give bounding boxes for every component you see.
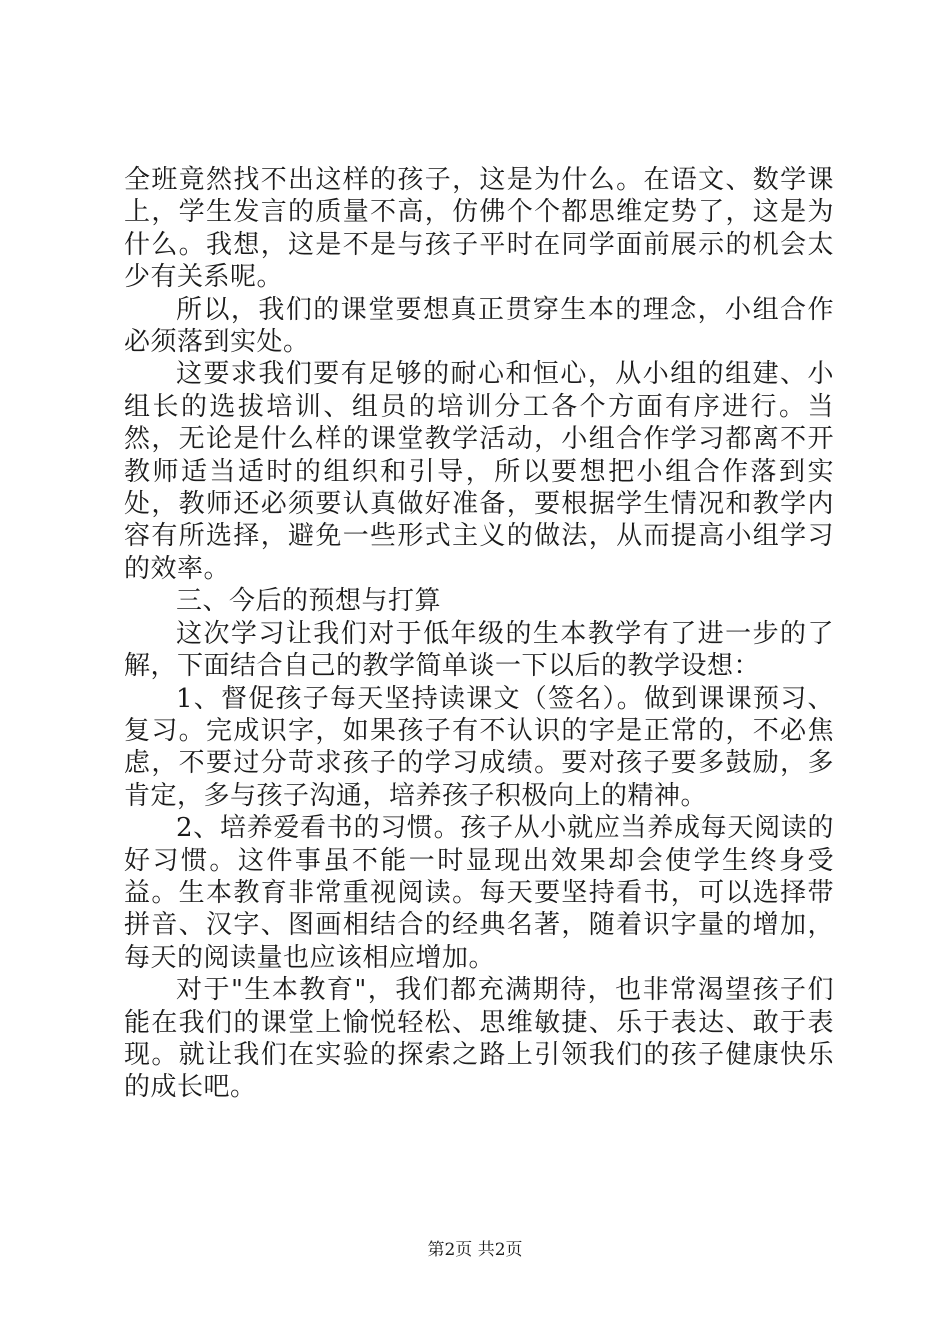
paragraph: 对于"生本教育"，我们都充满期待，也非常渴望孩子们能在我们的课堂上愉悦轻松、思维敏捷、乐于表达、敢于表现。就让我们在实验的探索之路上引领我们的孩子健康快乐的成长吧。 [124,975,834,1103]
document-body [124,164,834,1104]
page-number-footer: 第2页 共2页 [427,1240,523,1260]
paragraph: 这要求我们要有足够的耐心和恒心，从小组的组建、小组长的选拔培训、组员的培训分工各个方面有序进行。当然，无论是什么样的课堂教学活动，小组合作学习都离不开教师适当适时的组织和引导，所以要想把小组合作落到实处，教师还必须要认真做好准备，要根据学生情况和教学内容有所选择，避免一些形式主义的做法，从而提高小组学习的效率。 [124,359,834,584]
list-item: 2、培养爱看书的习惯。孩子从小就应当养成每天阅读的好习惯。这件事虽不能一时显现出效果却会使学生终身受益。生本教育非常重视阅读。每天要坚持看书，可以选择带拼音、汉字、图画相结合的经典名著，随着识字量的增加，每天的阅读量也应该相应增加。 [124,813,834,973]
paragraph-continued: 全班竟然找不出这样的孩子，这是为什么。在语文、数学课上，学生发言的质量不高，仿佛个个都思维定势了，这是为什么。我想，这是不是与孩子平时在同学面前展示的机会太少有关系呢。 [124,165,834,293]
paragraph: 所以，我们的课堂要想真正贯穿生本的理念，小组合作必须落到实处。 [124,294,834,358]
section-heading: 三、今后的预想与打算 [176,586,442,617]
list-item: 1、督促孩子每天坚持读课文（签名）。做到课课预习、复习。完成识字，如果孩子有不认识的字是正常的，不必焦虑，不要过分苛求孩子的学习成绩。要对孩子要多鼓励，多肯定，多与孩子沟通，培养孩子积极向上的精神。 [124,683,834,811]
paragraph: 这次学习让我们对于低年级的生本教学有了进一步的了解，下面结合自己的教学简单谈一下以后的教学设想： [124,618,834,682]
